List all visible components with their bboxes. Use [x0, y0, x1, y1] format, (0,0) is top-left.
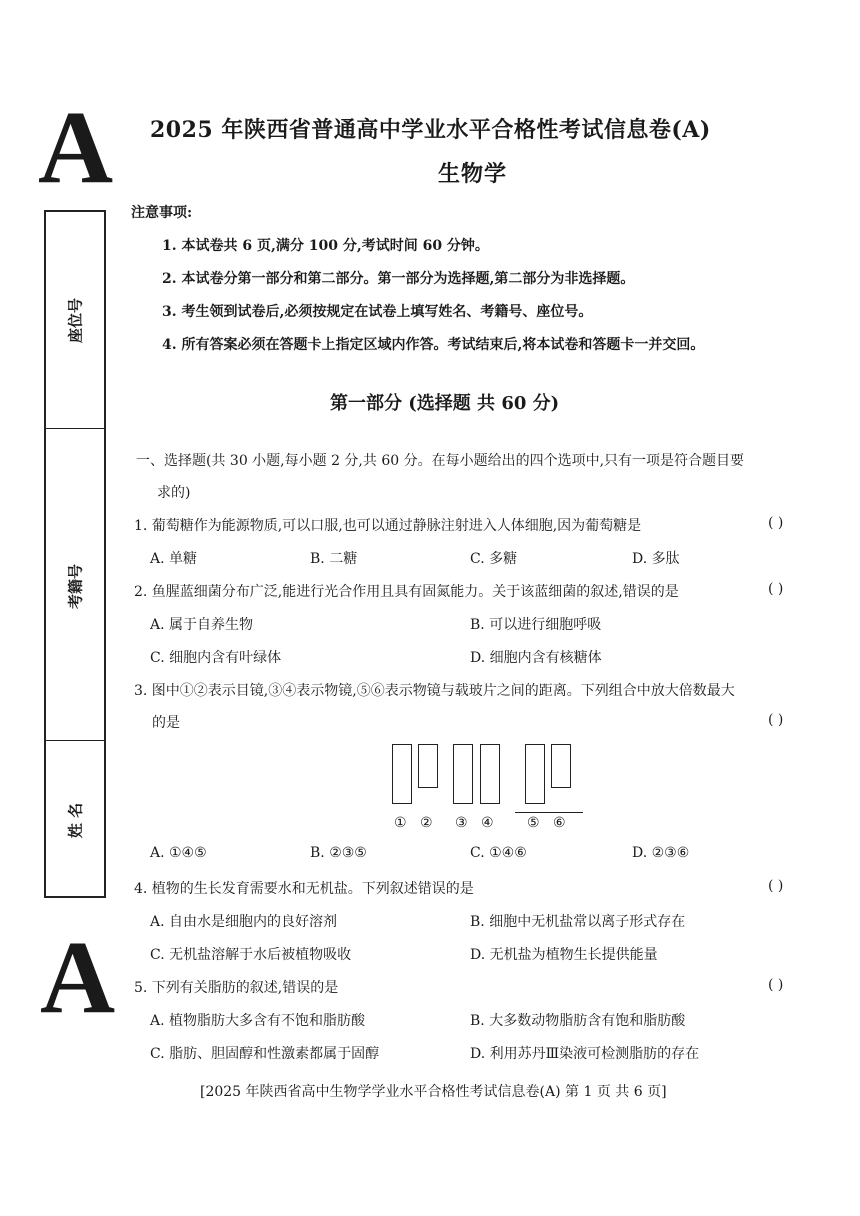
option-d: D. 细胞内含有核糖体 — [470, 650, 602, 666]
exam-title: 2025 年陕西省普通高中学业水平合格性考试信息卷(A) — [150, 117, 711, 143]
page-footer: [2025 年陕西省高中生物学学业水平合格性考试信息卷(A) 第 1 页 共 6 页] — [200, 1084, 667, 1100]
side-divider — [46, 428, 104, 429]
option-d: D. ②③⑥ — [632, 845, 690, 861]
option-d: D. 利用苏丹Ⅲ染液可检测脂肪的存在 — [470, 1046, 700, 1062]
figure-label: ① — [394, 815, 407, 831]
option-b: B. 可以进行细胞呼吸 — [470, 617, 602, 633]
section-intro-cont: 求的) — [157, 485, 191, 501]
figure-label: ② — [420, 815, 433, 831]
question-3-stem: 3. 图中①②表示目镜,③④表示物镜,⑤⑥表示物镜与载玻片之间的距离。下列组合中放大倍数最大 — [134, 683, 735, 699]
question-1-stem: 1. 葡萄糖作为能源物质,可以口服,也可以通过静脉注射进入人体细胞,因为葡萄糖是 — [134, 518, 642, 534]
option-a: A. 自由水是细胞内的良好溶剂 — [150, 914, 338, 930]
question-3-stem-cont: 的是 — [152, 715, 180, 731]
option-c: C. 脂肪、胆固醇和性激素都属于固醇 — [150, 1046, 380, 1062]
side-divider — [46, 740, 104, 741]
option-d: D. 无机盐为植物生长提供能量 — [470, 947, 658, 963]
figure-label: ④ — [481, 815, 494, 831]
paper-code-bottom: A — [40, 920, 116, 1035]
question-4-stem: 4. 植物的生长发育需要水和无机盐。下列叙述错误的是 — [134, 881, 474, 897]
part-one-title: 第一部分 (选择题 共 60 分) — [330, 393, 560, 414]
option-a: A. 属于自养生物 — [150, 617, 254, 633]
figure-label: ③ — [455, 815, 468, 831]
figure-label: ⑤ — [527, 815, 540, 831]
option-b: B. 二糖 — [310, 551, 358, 567]
eyepiece-1-shape — [392, 744, 412, 804]
answer-bracket: ( ) — [768, 712, 784, 728]
paper-code-top: A — [38, 90, 114, 205]
objective-4-shape — [480, 744, 500, 804]
notice-item: 3. 考生领到试卷后,必须按规定在试卷上填写姓名、考籍号、座位号。 — [162, 304, 593, 320]
eyepiece-2-shape — [418, 744, 438, 788]
option-a: A. 单糖 — [150, 551, 198, 567]
notice-item: 2. 本试卷分第一部分和第二部分。第一部分为选择题,第二部分为非选择题。 — [162, 271, 635, 287]
option-a: A. ①④⑤ — [150, 845, 207, 861]
answer-bracket: ( ) — [768, 878, 784, 894]
notice-item: 4. 所有答案必须在答题卡上指定区域内作答。考试结束后,将本试卷和答题卡一并交回。 — [162, 337, 705, 353]
notice-heading: 注意事项: — [131, 205, 193, 221]
answer-bracket: ( ) — [768, 515, 784, 531]
notice-item: 1. 本试卷共 6 页,满分 100 分,考试时间 60 分钟。 — [162, 238, 489, 254]
question-5-stem: 5. 下列有关脂肪的叙述,错误的是 — [134, 980, 339, 996]
objective-6-shape — [551, 744, 571, 788]
binding-info-box — [44, 210, 106, 898]
exam-id-label: 考籍号 — [66, 564, 85, 610]
option-c: C. 无机盐溶解于水后被植物吸收 — [150, 947, 352, 963]
option-c: C. 多糖 — [470, 551, 518, 567]
option-b: B. ②③⑤ — [310, 845, 367, 861]
option-b: B. 细胞中无机盐常以离子形式存在 — [470, 914, 686, 930]
answer-bracket: ( ) — [768, 977, 784, 993]
option-b: B. 大多数动物脂肪含有饱和脂肪酸 — [470, 1013, 686, 1029]
answer-bracket: ( ) — [768, 581, 784, 597]
option-a: A. 植物脂肪大多含有不饱和脂肪酸 — [150, 1013, 366, 1029]
name-label: 姓 名 — [66, 802, 85, 839]
slide-line — [515, 812, 583, 813]
section-intro: 一、选择题(共 30 小题,每小题 2 分,共 60 分。在每小题给出的四个选项中,只有一项是符合题目要 — [136, 453, 745, 469]
figure-label: ⑥ — [553, 815, 566, 831]
option-c: C. 细胞内含有叶绿体 — [150, 650, 282, 666]
subject-title: 生物学 — [438, 161, 508, 187]
option-d: D. 多肽 — [632, 551, 680, 567]
question-2-stem: 2. 鱼腥蓝细菌分布广泛,能进行光合作用且具有固氮能力。关于该蓝细菌的叙述,错误的是 — [134, 584, 679, 600]
objective-5-shape — [525, 744, 545, 804]
seat-number-label: 座位号 — [66, 298, 85, 344]
objective-3-shape — [453, 744, 473, 804]
option-c: C. ①④⑥ — [470, 845, 527, 861]
